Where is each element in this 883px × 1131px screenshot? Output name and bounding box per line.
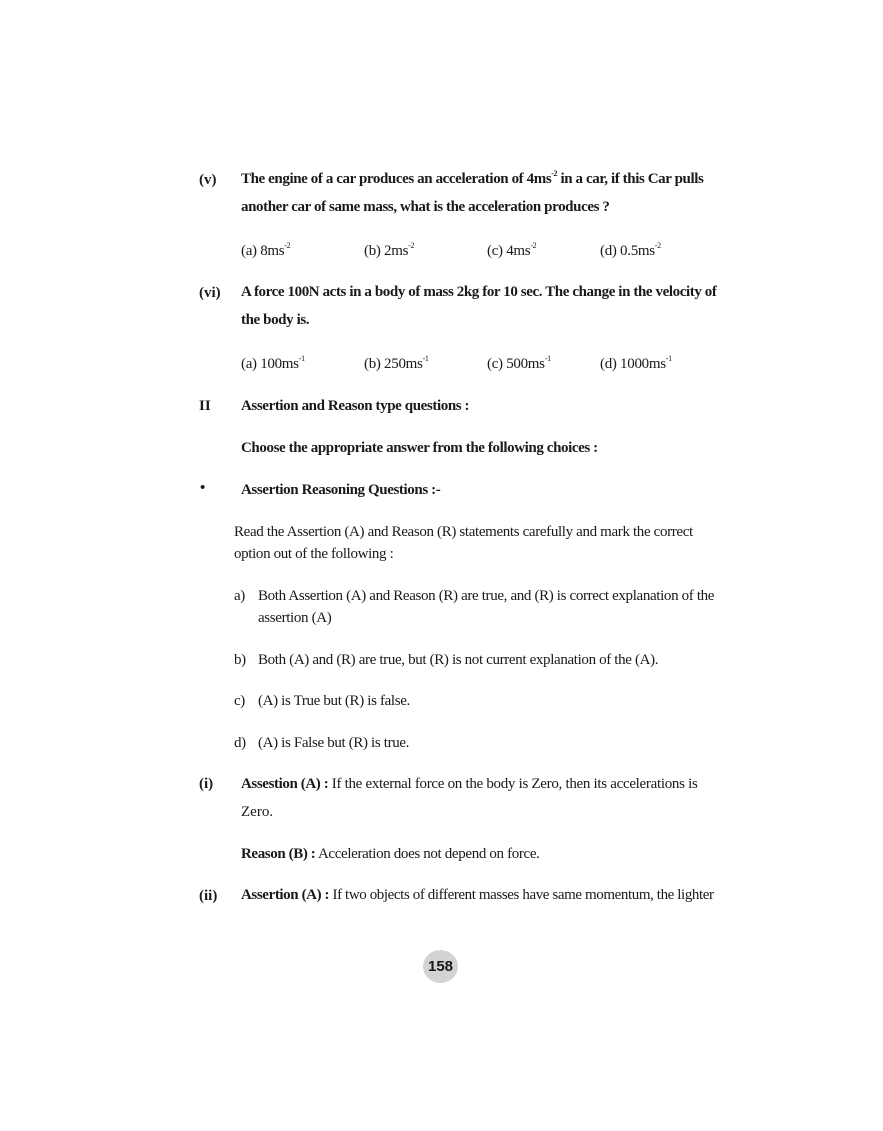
question-6-number: (vi)	[199, 285, 221, 301]
question-6-option-b	[364, 356, 429, 373]
question-5-text-line-2: another car of same mass, what is the acceleration produces ?	[241, 199, 610, 215]
choice-d-text: (A) is False but (R) is true.	[258, 735, 410, 751]
option-text: (a) 8ms	[241, 243, 285, 259]
choice-b-text: Both (A) and (R) are true, but (R) is not current explanation of the (A).	[258, 652, 659, 668]
option-superscript: -1	[298, 354, 305, 363]
intro-line-2: option out of the following :	[234, 546, 394, 562]
option-text: (d) 1000ms	[600, 356, 666, 372]
section-2-subtitle: Choose the appropriate answer from the following choices :	[241, 440, 598, 456]
question-5-number: (v)	[199, 172, 217, 188]
question-5-text-line-1	[241, 166, 703, 193]
question-5-text-part-b: in a car, if this Car pulls	[557, 171, 704, 187]
assertion-label: Assertion (A) :	[241, 887, 330, 903]
question-5-option-c	[487, 243, 536, 260]
choice-a-text-line-1: Both Assertion (A) and Reason (R) are true, and (R) is correct explanation of the	[258, 588, 715, 604]
option-text: (a) 100ms	[241, 356, 299, 372]
option-text: (c) 4ms	[487, 243, 531, 259]
option-superscript: -1	[422, 354, 429, 363]
question-6-option-a	[241, 356, 305, 373]
option-superscript: -1	[544, 354, 551, 363]
option-superscript: -2	[408, 241, 415, 250]
question-5-option-d	[600, 243, 661, 260]
option-superscript: -2	[284, 241, 291, 250]
choice-a-text-line-2: assertion (A)	[258, 610, 332, 626]
question-6-option-c	[487, 356, 551, 373]
item-1-assertion-line-2: Zero.	[241, 804, 274, 820]
question-5-option-a	[241, 243, 290, 260]
section-2-number: II	[199, 398, 211, 414]
choice-c-text: (A) is True but (R) is false.	[258, 693, 410, 709]
item-1-assertion	[241, 771, 697, 798]
question-6-text-line-1: A force 100N acts in a body of mass 2kg for 10 sec. The change in the velocity of	[241, 284, 717, 300]
reason-label: Reason (B) :	[241, 846, 316, 862]
assertion-text: If the external force on the body is Zero, then its accelerations is	[328, 776, 698, 792]
bullet-title: Assertion Reasoning Questions :-	[241, 482, 441, 498]
question-5-option-b	[364, 243, 414, 260]
option-text: (b) 250ms	[364, 356, 423, 372]
item-2-assertion	[241, 882, 714, 909]
item-1-number: (i)	[199, 776, 214, 792]
option-superscript: -2	[654, 241, 661, 250]
assertion-text: If two objects of different masses have same momentum, the lighter	[329, 887, 714, 903]
choice-c-label: c)	[234, 693, 245, 709]
page-number-badge: 158	[423, 950, 458, 983]
assertion-label: Assestion (A) :	[241, 776, 329, 792]
choice-d-label: d)	[234, 735, 246, 751]
option-text: (d) 0.5ms	[600, 243, 655, 259]
reason-text: Acceleration does not depend on force.	[315, 846, 540, 862]
question-6-option-d	[600, 356, 672, 373]
question-5-text-part-a: The engine of a car produces an acceleration of 4ms	[241, 171, 552, 187]
choice-a-label: a)	[234, 588, 245, 604]
question-6-text-line-2: the body is.	[241, 312, 310, 328]
intro-line-1: Read the Assertion (A) and Reason (R) statements carefully and mark the correct	[234, 524, 693, 540]
item-2-number: (ii)	[199, 888, 218, 904]
option-superscript: -1	[665, 354, 672, 363]
bullet-icon: •	[200, 480, 206, 496]
option-text: (b) 2ms	[364, 243, 409, 259]
question-5-superscript: -2	[551, 169, 558, 178]
option-superscript: -2	[530, 241, 537, 250]
option-text: (c) 500ms	[487, 356, 545, 372]
section-2-title: Assertion and Reason type questions :	[241, 398, 470, 414]
item-1-reason	[241, 841, 540, 868]
choice-b-label: b)	[234, 652, 246, 668]
